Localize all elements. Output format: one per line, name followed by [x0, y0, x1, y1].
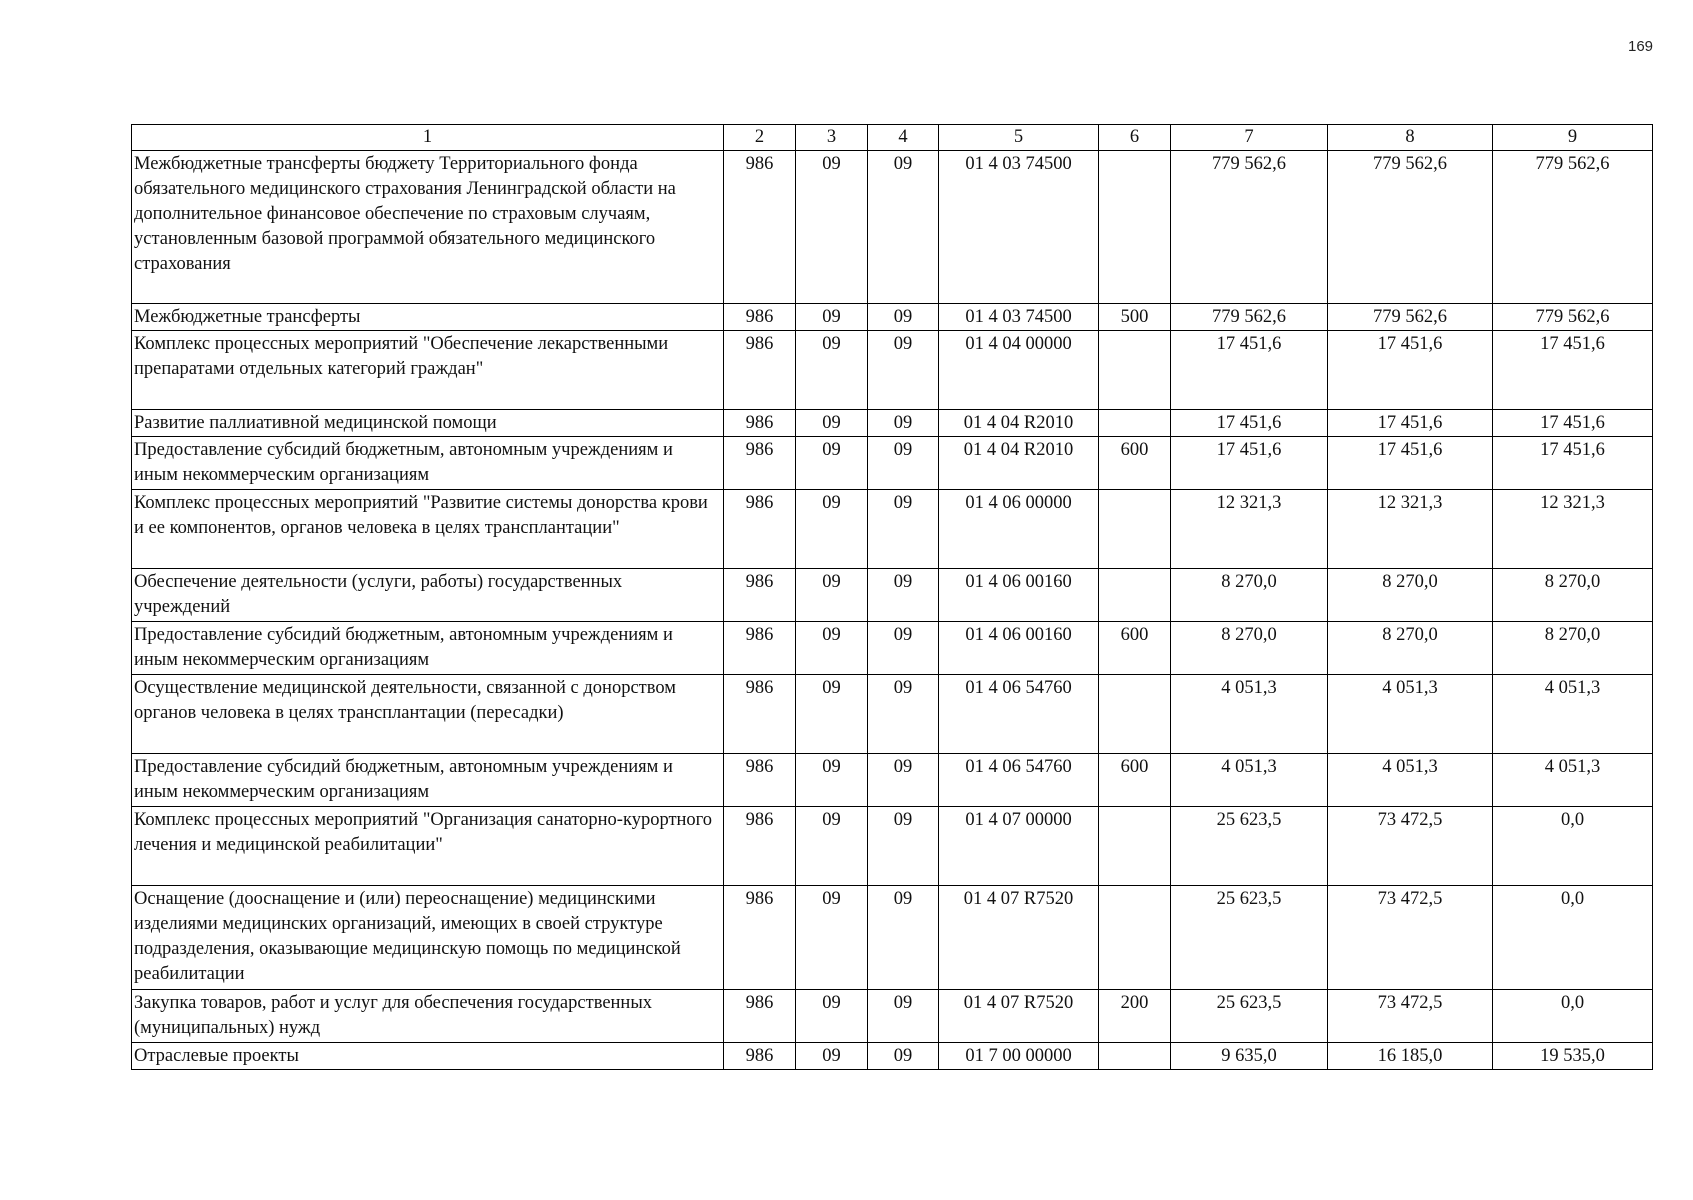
row-value-7-cell: 17 451,6	[1171, 331, 1328, 410]
row-code-3-cell: 09	[796, 331, 868, 410]
row-code-6-cell	[1099, 569, 1171, 622]
row-code-5-cell: 01 4 06 54760	[939, 754, 1099, 807]
row-value-7-cell: 25 623,5	[1171, 886, 1328, 990]
row-value-9-cell: 779 562,6	[1493, 304, 1653, 331]
row-code-6-cell	[1099, 410, 1171, 437]
row-name-cell: Закупка товаров, работ и услуг для обеспечения государственных (муниципальных) нужд	[132, 990, 724, 1043]
row-code-4-cell: 09	[868, 807, 939, 886]
row-code-4-cell: 09	[868, 675, 939, 754]
table-row	[132, 886, 1653, 990]
row-code-4-cell: 09	[868, 437, 939, 490]
table-row	[132, 490, 1653, 569]
row-value-8-cell: 17 451,6	[1328, 410, 1493, 437]
row-name-cell: Развитие паллиативной медицинской помощи	[132, 410, 724, 437]
row-code-6-cell: 600	[1099, 754, 1171, 807]
row-code-3-cell: 09	[796, 490, 868, 569]
table-row	[132, 410, 1653, 437]
row-value-8-cell: 73 472,5	[1328, 886, 1493, 990]
row-value-7-cell: 4 051,3	[1171, 675, 1328, 754]
row-code-2-cell: 986	[724, 151, 796, 304]
row-code-4-cell: 09	[868, 886, 939, 990]
row-code-2-cell: 986	[724, 990, 796, 1043]
row-name-cell: Межбюджетные трансферты бюджету Территориального фонда обязательного медицинского страхования Ленинградской области на дополнительное финансовое обеспечение по страховым случаям, установленным базовой программой обязательного медицинского страхования	[132, 151, 724, 304]
row-code-4-cell: 09	[868, 1043, 939, 1070]
row-value-9-cell: 8 270,0	[1493, 622, 1653, 675]
column-header: 6	[1099, 125, 1171, 151]
row-value-7-cell: 4 051,3	[1171, 754, 1328, 807]
row-name-cell: Комплекс процессных мероприятий "Обеспечение лекарственными препаратами отдельных категорий граждан"	[132, 331, 724, 410]
row-code-2-cell: 986	[724, 807, 796, 886]
row-code-2-cell: 986	[724, 437, 796, 490]
row-code-5-cell: 01 4 06 00160	[939, 622, 1099, 675]
row-code-2-cell: 986	[724, 622, 796, 675]
row-code-5-cell: 01 4 07 R7520	[939, 886, 1099, 990]
row-value-7-cell: 9 635,0	[1171, 1043, 1328, 1070]
row-value-7-cell: 17 451,6	[1171, 437, 1328, 490]
row-code-4-cell: 09	[868, 304, 939, 331]
row-code-2-cell: 986	[724, 886, 796, 990]
row-value-9-cell: 8 270,0	[1493, 569, 1653, 622]
row-code-6-cell	[1099, 331, 1171, 410]
row-code-3-cell: 09	[796, 990, 868, 1043]
row-value-7-cell: 8 270,0	[1171, 569, 1328, 622]
row-code-5-cell: 01 4 04 R2010	[939, 410, 1099, 437]
column-header: 9	[1493, 125, 1653, 151]
row-value-9-cell: 17 451,6	[1493, 437, 1653, 490]
row-value-9-cell: 0,0	[1493, 990, 1653, 1043]
row-value-8-cell: 8 270,0	[1328, 622, 1493, 675]
row-code-6-cell	[1099, 886, 1171, 990]
row-value-9-cell: 779 562,6	[1493, 151, 1653, 304]
row-value-9-cell: 4 051,3	[1493, 754, 1653, 807]
row-code-3-cell: 09	[796, 675, 868, 754]
table-row	[132, 1043, 1653, 1070]
row-value-9-cell: 17 451,6	[1493, 331, 1653, 410]
row-name-cell: Комплекс процессных мероприятий "Развитие системы донорства крови и ее компонентов, органов человека в целях трансплантации"	[132, 490, 724, 569]
row-value-8-cell: 16 185,0	[1328, 1043, 1493, 1070]
row-value-9-cell: 12 321,3	[1493, 490, 1653, 569]
row-name-cell: Осуществление медицинской деятельности, связанной с донорством органов человека в целях трансплантации (пересадки)	[132, 675, 724, 754]
row-value-9-cell: 17 451,6	[1493, 410, 1653, 437]
row-value-7-cell: 779 562,6	[1171, 151, 1328, 304]
row-code-2-cell: 986	[724, 331, 796, 410]
row-value-8-cell: 779 562,6	[1328, 304, 1493, 331]
row-value-7-cell: 17 451,6	[1171, 410, 1328, 437]
row-name-cell: Предоставление субсидий бюджетным, автономным учреждениям и иным некоммерческим организациям	[132, 754, 724, 807]
row-code-3-cell: 09	[796, 437, 868, 490]
row-value-8-cell: 4 051,3	[1328, 754, 1493, 807]
row-code-5-cell: 01 4 04 R2010	[939, 437, 1099, 490]
row-code-3-cell: 09	[796, 304, 868, 331]
header-row	[132, 125, 1653, 151]
row-name-cell: Отраслевые проекты	[132, 1043, 724, 1070]
row-name-cell: Комплекс процессных мероприятий "Организация санаторно-курортного лечения и медицинской реабилитации"	[132, 807, 724, 886]
row-name-cell: Оснащение (дооснащение и (или) переоснащение) медицинскими изделиями медицинских организаций, имеющих в своей структуре подразделения, оказывающие медицинскую помощь по медицинской реабилитации	[132, 886, 724, 990]
row-code-4-cell: 09	[868, 331, 939, 410]
row-code-3-cell: 09	[796, 622, 868, 675]
row-code-4-cell: 09	[868, 622, 939, 675]
column-header: 5	[939, 125, 1099, 151]
row-code-5-cell: 01 4 06 00160	[939, 569, 1099, 622]
row-code-4-cell: 09	[868, 754, 939, 807]
row-code-4-cell: 09	[868, 151, 939, 304]
row-value-7-cell: 12 321,3	[1171, 490, 1328, 569]
row-code-5-cell: 01 4 07 R7520	[939, 990, 1099, 1043]
row-code-3-cell: 09	[796, 886, 868, 990]
row-code-2-cell: 986	[724, 1043, 796, 1070]
table-row	[132, 990, 1653, 1043]
row-code-6-cell	[1099, 151, 1171, 304]
row-value-8-cell: 17 451,6	[1328, 437, 1493, 490]
row-code-5-cell: 01 4 06 00000	[939, 490, 1099, 569]
row-code-3-cell: 09	[796, 754, 868, 807]
column-header: 7	[1171, 125, 1328, 151]
column-header: 1	[132, 125, 724, 151]
row-value-7-cell: 779 562,6	[1171, 304, 1328, 331]
column-header: 2	[724, 125, 796, 151]
row-value-8-cell: 73 472,5	[1328, 990, 1493, 1043]
row-value-8-cell: 17 451,6	[1328, 331, 1493, 410]
table-row	[132, 569, 1653, 622]
row-code-6-cell	[1099, 675, 1171, 754]
row-name-cell: Предоставление субсидий бюджетным, автономным учреждениям и иным некоммерческим организациям	[132, 437, 724, 490]
row-code-5-cell: 01 4 06 54760	[939, 675, 1099, 754]
row-code-5-cell: 01 7 00 00000	[939, 1043, 1099, 1070]
row-code-4-cell: 09	[868, 990, 939, 1043]
column-header: 8	[1328, 125, 1493, 151]
row-code-2-cell: 986	[724, 754, 796, 807]
row-code-5-cell: 01 4 07 00000	[939, 807, 1099, 886]
row-value-9-cell: 0,0	[1493, 807, 1653, 886]
row-code-4-cell: 09	[868, 410, 939, 437]
row-code-2-cell: 986	[724, 304, 796, 331]
row-code-2-cell: 986	[724, 675, 796, 754]
row-code-2-cell: 986	[724, 490, 796, 569]
row-value-8-cell: 779 562,6	[1328, 151, 1493, 304]
row-value-8-cell: 8 270,0	[1328, 569, 1493, 622]
row-name-cell: Обеспечение деятельности (услуги, работы) государственных учреждений	[132, 569, 724, 622]
row-code-3-cell: 09	[796, 569, 868, 622]
row-value-7-cell: 8 270,0	[1171, 622, 1328, 675]
row-value-8-cell: 12 321,3	[1328, 490, 1493, 569]
row-value-9-cell: 4 051,3	[1493, 675, 1653, 754]
row-code-2-cell: 986	[724, 569, 796, 622]
row-value-7-cell: 25 623,5	[1171, 807, 1328, 886]
row-value-8-cell: 73 472,5	[1328, 807, 1493, 886]
row-code-5-cell: 01 4 03 74500	[939, 151, 1099, 304]
row-code-5-cell: 01 4 03 74500	[939, 304, 1099, 331]
table-row	[132, 675, 1653, 754]
row-code-4-cell: 09	[868, 490, 939, 569]
column-header: 3	[796, 125, 868, 151]
budget-table	[131, 124, 1653, 1070]
table-row	[132, 622, 1653, 675]
row-code-6-cell: 600	[1099, 437, 1171, 490]
row-code-6-cell: 600	[1099, 622, 1171, 675]
row-name-cell: Предоставление субсидий бюджетным, автономным учреждениям и иным некоммерческим организациям	[132, 622, 724, 675]
page-number: 169	[1628, 38, 1654, 55]
row-code-6-cell: 200	[1099, 990, 1171, 1043]
table-row	[132, 304, 1653, 331]
row-code-6-cell	[1099, 807, 1171, 886]
row-value-7-cell: 25 623,5	[1171, 990, 1328, 1043]
row-code-3-cell: 09	[796, 410, 868, 437]
row-code-3-cell: 09	[796, 807, 868, 886]
table-row	[132, 807, 1653, 886]
table-row	[132, 437, 1653, 490]
row-code-3-cell: 09	[796, 151, 868, 304]
row-code-5-cell: 01 4 04 00000	[939, 331, 1099, 410]
row-code-6-cell	[1099, 1043, 1171, 1070]
column-header: 4	[868, 125, 939, 151]
table-row	[132, 151, 1653, 304]
row-value-8-cell: 4 051,3	[1328, 675, 1493, 754]
row-code-2-cell: 986	[724, 410, 796, 437]
row-value-9-cell: 0,0	[1493, 886, 1653, 990]
table-row	[132, 754, 1653, 807]
row-value-9-cell: 19 535,0	[1493, 1043, 1653, 1070]
row-code-4-cell: 09	[868, 569, 939, 622]
row-code-6-cell	[1099, 490, 1171, 569]
row-code-6-cell: 500	[1099, 304, 1171, 331]
table-row	[132, 331, 1653, 410]
row-name-cell: Межбюджетные трансферты	[132, 304, 724, 331]
row-code-3-cell: 09	[796, 1043, 868, 1070]
